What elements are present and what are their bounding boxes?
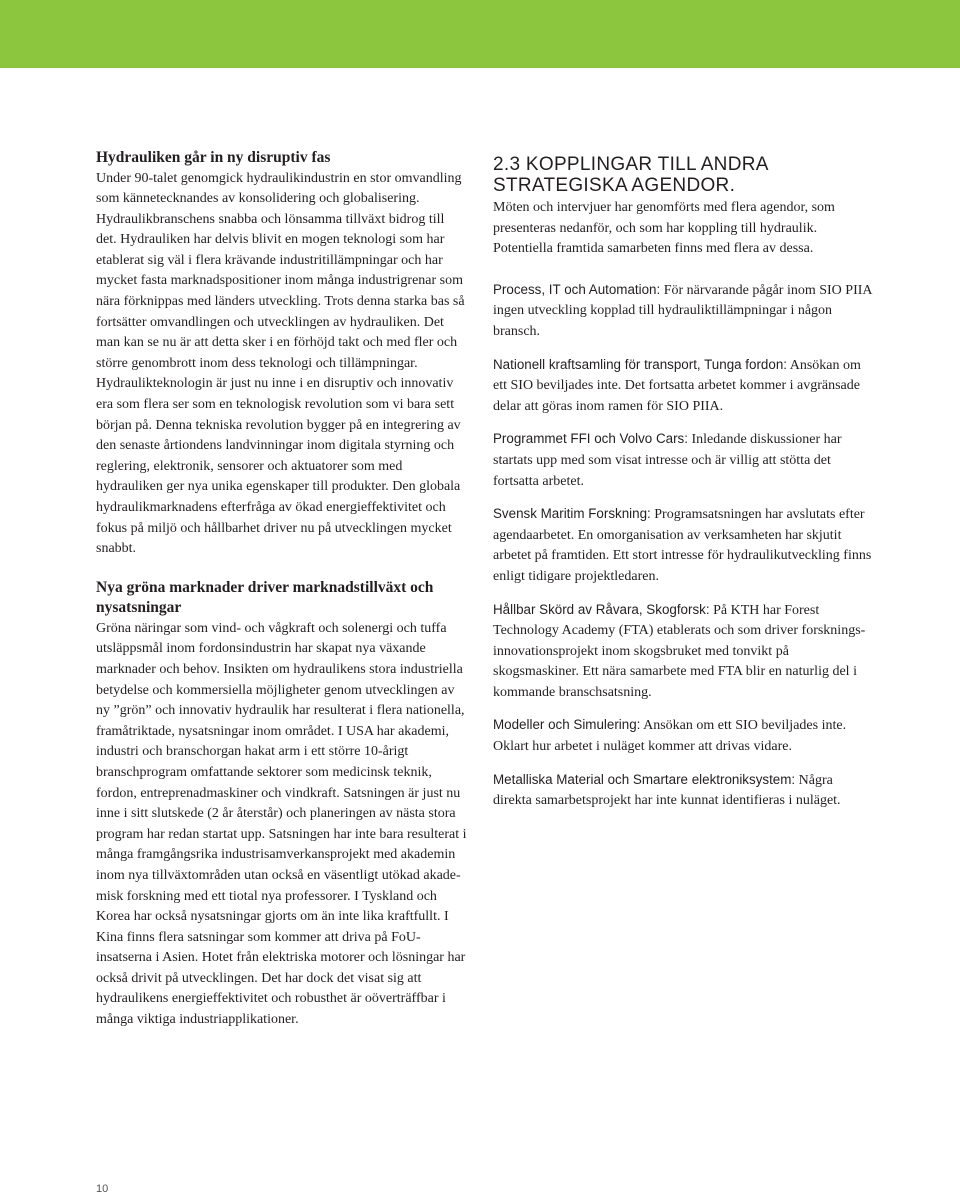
agenda-item-text: Ansökan om ett SIO beviljades inte. Oklart hur arbetet i nuläget kommer att drivas vidare. [493,718,847,755]
agenda-item-text: Några direkta samarbetsprojekt har inte kunnat identifieras i nuläget. [493,772,841,809]
section-heading-disruptive-phase: Hydrauliken går in ny disruptiv fas [96,149,331,166]
agenda-item [493,280,873,343]
agenda-item-text: Inledande diskussioner har startats upp med som visat intresse och är villig att stötta det fortsatta arbetet. [493,432,842,489]
agenda-item-title: Hållbar Skörd av Råvara, Skogforsk: [493,601,710,617]
agenda-item-text: Ansökan om ett SIO beviljades inte. Det fortsatta arbetet kommer i avgränsade delar att göras inom ramen för SIO PIIA. [493,357,861,414]
agenda-item-text: På KTH har Forest Technology Academy (FTA) etablerats och som driver forsknings- innovationsprojekt inom skogsbruket med tonvikt på skogsmaskiner. Ett nära samarbete med FTA blir en naturlig del i kommande branschsatsning. [493,602,866,700]
agenda-item-title: Programmet FFI och Volvo Cars: [493,431,688,447]
agenda-item [493,770,873,812]
page-number: 10 [96,1183,109,1195]
section-text-disruptive-phase: Under 90-talet genomgick hydraulikindustrin en stor omvandling som kännetecknandes av konsolidering och globalisering. Hydraulikbranschens snabba och lönsamma tillväxt bidrog till det. Hydrauliken har delvis blivit en mogen teknologi som har etablerat sig väl i flera krävande industritillämpningar och har mycket fasta marknadspositioner inom många industrigrenar som nära förknippas med länders utveckling. Trots denna starka bas så fortsätter omvandlingen och utvecklingen av hydrauliken. Det man kan se nu är att detta sker i en förhöjd takt och med fler och större genombrott inom dess teknologi och tillämpningar. Hydraulikteknologin är just nu inne i en disruptiv och innovativ era som flera ser som en teknologisk revolution som vi bara sett början på. Denna tekniska revolution bygger på en integrering av den senaste årtiondens landvinningar inom digitala styrning och reglering, elektronik, sensorer och aktuatorer som med hydrauliken ger nya unika egenskaper till produkter. Den globala hydraulikmarknadens efterfråga av ökad energieffektivitet och fokus på miljö och hållbarhet driver nu på utvecklingen mycket snabbt. [96,170,465,557]
left-column [96,148,468,1031]
agenda-item-text: För närvarande pågår inom SIO PIIA ingen utveckling kopplad till hydrauliktillämpningar i någon bransch. [493,282,872,339]
strategic-agendas-heading: 2.3 KOPPLINGAR TILL ANDRA STRATEGISKA AGENDOR. [493,154,768,196]
agenda-item-title: Svensk Maritim Forskning: [493,506,651,522]
strategic-agendas-intro: Möten och intervjuer har genomförts med flera agendor, som presenteras nedanför, och som har koppling till hydraulik. Potentiella framtida samarbeten finns med flera av dessa. [493,200,835,257]
agenda-item [493,600,873,704]
agenda-item-title: Nationell kraftsamling för transport, Tunga fordon: [493,356,787,372]
agenda-item-title: Metalliska Material och Smartare elektroniksystem: [493,771,796,787]
agenda-item-text: Programsatsningen har avslutats efter agendaarbetet. En omorganisation av verksamheten har skjutit arbetet på framtiden. Ett stort intresse för hydraulikutveckling finns enligt tidigare projektledaren. [493,507,872,584]
agenda-item-title: Modeller och Simulering: [493,717,641,733]
agenda-item-title: Process, IT och Automation: [493,281,661,297]
agenda-item [493,504,873,587]
right-column [493,154,873,824]
section-heading-green-markets: Nya gröna marknader driver marknadstillväxt och nysatsningar [96,578,434,617]
agenda-item [493,429,873,492]
section-text-green-markets: Gröna näringar som vind- och vågkraft och solenergi och tuffa utsläppsmål inom fordonsindustrin har skapat nya växande marknader och behov. Insikten om hydraulikens stora industriella betydelse och kommersiella möjligheter genom utvecklingen av ny ”grön” och innovativ hydraulik har resulterat i flera nationella, framåtriktade, nysatsningar inom området. I USA har akademi, industri och branschorgan hakat arm i ett större 10-årigt branschprogram omfattande sektorer som medicinsk teknik, fordon, entreprenadmaskiner och vindkraft. Satsningen är just nu inne i sitt slutskede (2 år återstår) och planeringen av nästa stora program har redan startat upp. Satsningen har inte bara resulterat i många framgångsrika industrisamverkansprojekt med akademin inom nya tillväxtområden utan också en väsentligt utökad akademisk forskning med ett tiotal nya professorer. I Tyskland och Korea har också nysatsningar gjorts om än inte lika kraftfullt. I Kina finns flera satsningar som kommer att driva på FoU-insatserna i Asien. Hotet från elektriska motorer och lösningar har också drivit på utvecklingen. Det har dock det visat sig att hydraulikens energieffektivitet och robusthet är oöverträffbar i många viktiga industriapplikationer. [96,620,467,1028]
agenda-item [493,355,873,418]
agenda-item [493,715,873,757]
top-green-band [0,0,960,68]
